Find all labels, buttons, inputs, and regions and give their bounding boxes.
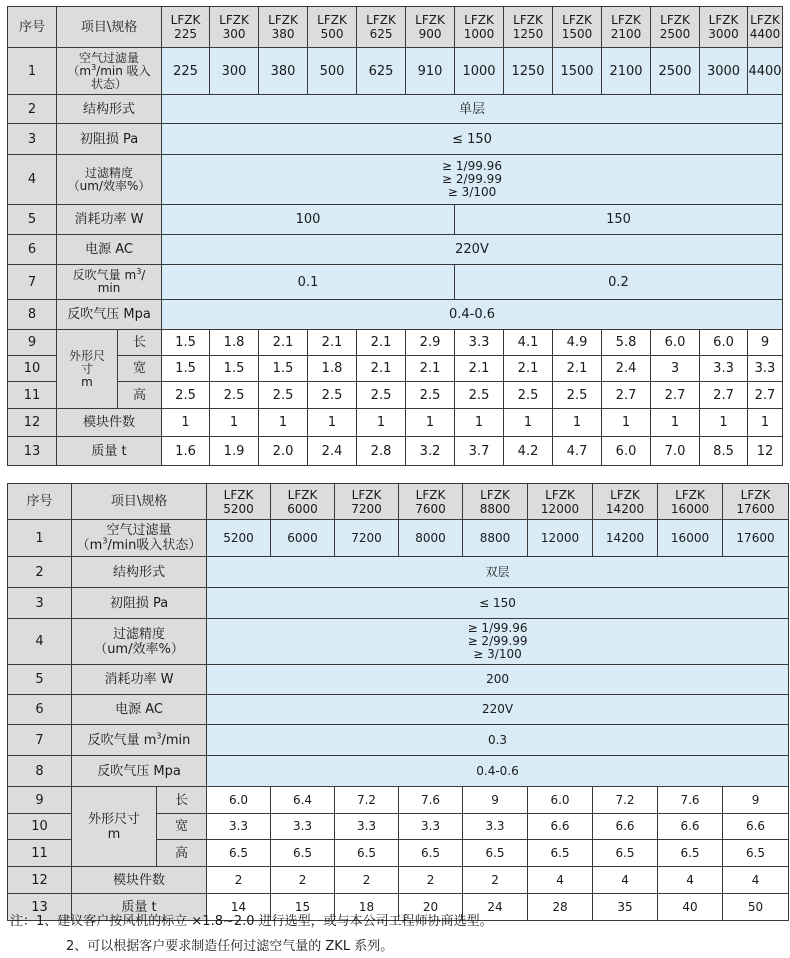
value-cell: 1250 (504, 48, 553, 95)
row-initial-resistance (8, 124, 783, 155)
row-blowback-volume (8, 725, 789, 756)
value-cell: 3.7 (455, 437, 504, 466)
value-cell: 1 (700, 409, 748, 437)
value-cell: 2.1 (455, 356, 504, 382)
model-header: LFZK 1500 (553, 7, 602, 48)
value-cell: 12 (748, 437, 783, 466)
model-header: LFZK 225 (162, 7, 210, 48)
value-cell: 3.3 (463, 814, 528, 840)
spec-table-single-layer (7, 6, 783, 466)
value-cell: 1000 (455, 48, 504, 95)
note-1: 注：1、建议客户按风机的标立 ×1.8~2.0 进行选型，或与本公司工程师协商选型。 (10, 914, 493, 929)
value-cell: 6.5 (207, 840, 271, 867)
model-header: LFZK 14200 (593, 484, 658, 520)
value-cell: 7.2 (593, 787, 658, 814)
value-cell: 4.7 (553, 437, 602, 466)
value-cell: 6.4 (271, 787, 335, 814)
value-cell: 6.0 (651, 330, 700, 356)
value-cell: 0.3 (207, 725, 789, 756)
value-cell: ≤ 150 (162, 124, 783, 155)
value-cell: 单层 (162, 95, 783, 124)
row-blowback-pressure (8, 300, 783, 330)
value-cell: 6.5 (723, 840, 789, 867)
value-cell: 0.2 (455, 265, 783, 300)
value-cell: 2.5 (553, 382, 602, 409)
value-cell: 2 (207, 867, 271, 894)
value-cell: 200 (207, 665, 789, 695)
value-cell: 2.4 (602, 356, 651, 382)
value-cell: ≥ 1/99.96 ≥ 2/99.99 ≥ 3/100 (162, 155, 783, 205)
row-label: 初阻损 Pa (72, 588, 207, 619)
row-number: 6 (8, 235, 57, 265)
value-cell: 9 (748, 330, 783, 356)
model-header: LFZK 16000 (658, 484, 723, 520)
value-cell: 24 (463, 894, 528, 921)
value-cell: 3.2 (406, 437, 455, 466)
value-cell: 1 (553, 409, 602, 437)
value-cell: 1 (357, 409, 406, 437)
seq-header: 序号 (8, 7, 57, 48)
value-cell: 2.4 (308, 437, 357, 466)
value-cell: 100 (162, 205, 455, 235)
row-label: 空气过滤量 （$m^3/\min$吸入状态） (72, 520, 207, 557)
value-cell: 910 (406, 48, 455, 95)
model-header: LFZK 5200 (207, 484, 271, 520)
value-cell: 6.0 (700, 330, 748, 356)
value-cell: 12000 (528, 520, 593, 557)
row-filter-precision (8, 155, 783, 205)
row-structure (8, 95, 783, 124)
dimensions-label: 外形尺 寸 m (57, 330, 118, 409)
value-cell: 7.2 (335, 787, 399, 814)
value-cell: 6.5 (463, 840, 528, 867)
value-cell: 2.7 (602, 382, 651, 409)
value-cell: 35 (593, 894, 658, 921)
row-number: 2 (8, 95, 57, 124)
value-cell: 500 (308, 48, 357, 95)
value-cell: 5.8 (602, 330, 651, 356)
model-header: LFZK 7600 (399, 484, 463, 520)
row-number: 9 (8, 330, 57, 356)
value-cell: 0.1 (162, 265, 455, 300)
row-label: 消耗功率 W (57, 205, 162, 235)
value-cell: 6.0 (528, 787, 593, 814)
model-header: LFZK 900 (406, 7, 455, 48)
value-cell: 6.5 (658, 840, 723, 867)
model-header: LFZK 500 (308, 7, 357, 48)
value-cell: 2.5 (210, 382, 259, 409)
value-cell: 6.6 (723, 814, 789, 840)
row-power (8, 665, 789, 695)
row-number: 4 (8, 155, 57, 205)
value-cell: 1 (602, 409, 651, 437)
value-cell: 2.5 (259, 382, 308, 409)
value-cell: 2.9 (406, 330, 455, 356)
row-number: 5 (8, 205, 57, 235)
value-cell: 2.1 (504, 356, 553, 382)
row-label: 质量 t (57, 437, 162, 466)
value-cell: 1.9 (210, 437, 259, 466)
value-cell: 1 (504, 409, 553, 437)
row-blowback-volume (8, 265, 783, 300)
model-header: LFZK 17600 (723, 484, 789, 520)
value-cell: 2 (399, 867, 463, 894)
value-cell: 3000 (700, 48, 748, 95)
value-cell: 1 (748, 409, 783, 437)
row-label: 模块件数 (57, 409, 162, 437)
value-cell: 28 (528, 894, 593, 921)
row-height (8, 382, 783, 409)
value-cell: 1 (308, 409, 357, 437)
row-number: 8 (8, 756, 72, 787)
row-filter-precision (8, 619, 789, 665)
value-cell: 3.3 (399, 814, 463, 840)
value-cell: 1.5 (259, 356, 308, 382)
value-cell: 8800 (463, 520, 528, 557)
model-header: LFZK 3000 (700, 7, 748, 48)
value-cell: 0.4-0.6 (207, 756, 789, 787)
value-cell: 1 (162, 409, 210, 437)
value-cell: 15 (271, 894, 335, 921)
row-number: 1 (8, 48, 57, 95)
value-cell: 8.5 (700, 437, 748, 466)
model-header: LFZK 6000 (271, 484, 335, 520)
value-cell: 2.5 (455, 382, 504, 409)
value-cell: 18 (335, 894, 399, 921)
row-label: 模块件数 (72, 867, 207, 894)
row-weight (8, 437, 783, 466)
value-cell: 2.1 (308, 330, 357, 356)
value-cell: 625 (357, 48, 406, 95)
value-cell: 300 (210, 48, 259, 95)
value-cell: 7.6 (658, 787, 723, 814)
value-cell: 2.5 (357, 382, 406, 409)
row-number: 4 (8, 619, 72, 665)
value-cell: 1 (210, 409, 259, 437)
value-cell: 2 (271, 867, 335, 894)
value-cell: 17600 (723, 520, 789, 557)
row-length (8, 330, 783, 356)
value-cell: 6.6 (658, 814, 723, 840)
row-module-count (8, 409, 783, 437)
row-number: 5 (8, 665, 72, 695)
value-cell: 14200 (593, 520, 658, 557)
value-cell: 7.6 (399, 787, 463, 814)
value-cell: 2500 (651, 48, 700, 95)
row-length (8, 787, 789, 814)
model-header: LFZK 2500 (651, 7, 700, 48)
note-2: 2、可以根据客户要求制造任何过滤空气量的 ZKL 系列。 (66, 939, 394, 954)
value-cell: 2.1 (357, 356, 406, 382)
value-cell: 7.0 (651, 437, 700, 466)
row-label: 电源 AC (57, 235, 162, 265)
item-header: 项目\规格 (72, 484, 207, 520)
row-blowback-pressure (8, 756, 789, 787)
sub-label: 高 (157, 840, 207, 867)
value-cell: 16000 (658, 520, 723, 557)
row-label: 结构形式 (72, 557, 207, 588)
row-air-flow (8, 48, 783, 95)
value-cell: 220V (162, 235, 783, 265)
value-cell: 2.5 (308, 382, 357, 409)
header-row (8, 484, 789, 520)
row-label: 电源 AC (72, 695, 207, 725)
value-cell: 2 (463, 867, 528, 894)
model-header: LFZK 7200 (335, 484, 399, 520)
row-label: 反吹气压 Mpa (72, 756, 207, 787)
sub-label: 长 (157, 787, 207, 814)
row-label: 反吹气量 $m^3/$ min (57, 265, 162, 300)
value-cell: 1 (406, 409, 455, 437)
value-cell: 4 (528, 867, 593, 894)
header-row (8, 7, 783, 48)
row-initial-resistance (8, 588, 789, 619)
value-cell: 1.6 (162, 437, 210, 466)
row-label: 初阻损 Pa (57, 124, 162, 155)
model-header: LFZK 4400 (748, 7, 783, 48)
value-cell: 1 (259, 409, 308, 437)
row-label: 空气过滤量 （$m^3/\min$ 吸入 状态） (57, 48, 162, 95)
value-cell: 4 (658, 867, 723, 894)
value-cell: 9 (463, 787, 528, 814)
value-cell: 3.3 (748, 356, 783, 382)
value-cell: 40 (658, 894, 723, 921)
row-number: 3 (8, 124, 57, 155)
value-cell: 6.6 (528, 814, 593, 840)
value-cell: 3.3 (700, 356, 748, 382)
model-header: LFZK 1000 (455, 7, 504, 48)
value-cell: 1500 (553, 48, 602, 95)
value-cell: 5200 (207, 520, 271, 557)
model-header: LFZK 1250 (504, 7, 553, 48)
row-number: 10 (8, 356, 57, 382)
value-cell: 1.5 (162, 330, 210, 356)
row-label: 过滤精度 （um/效率%） (72, 619, 207, 665)
value-cell: 6.5 (335, 840, 399, 867)
value-cell: 6.6 (593, 814, 658, 840)
value-cell: 8000 (399, 520, 463, 557)
model-header: LFZK 380 (259, 7, 308, 48)
value-cell: 220V (207, 695, 789, 725)
value-cell: 1 (651, 409, 700, 437)
value-cell: 2.1 (406, 356, 455, 382)
value-cell: 6.5 (528, 840, 593, 867)
row-structure (8, 557, 789, 588)
row-width (8, 356, 783, 382)
row-number: 13 (8, 437, 57, 466)
value-cell: 4.9 (553, 330, 602, 356)
value-cell: 150 (455, 205, 783, 235)
model-header: LFZK 8800 (463, 484, 528, 520)
value-cell: 双层 (207, 557, 789, 588)
seq-header: 序号 (8, 484, 72, 520)
model-header: LFZK 2100 (602, 7, 651, 48)
value-cell: 6000 (271, 520, 335, 557)
value-cell: 3.3 (335, 814, 399, 840)
row-number: 13 (8, 894, 72, 921)
sub-label: 长 (118, 330, 162, 356)
sub-label: 高 (118, 382, 162, 409)
row-number: 10 (8, 814, 72, 840)
row-label: 反吹气压 Mpa (57, 300, 162, 330)
row-number: 9 (8, 787, 72, 814)
value-cell: 1 (455, 409, 504, 437)
value-cell: 380 (259, 48, 308, 95)
value-cell: 6.5 (593, 840, 658, 867)
row-number: 1 (8, 520, 72, 557)
value-cell: 4.2 (504, 437, 553, 466)
row-number: 2 (8, 557, 72, 588)
value-cell: 2.5 (162, 382, 210, 409)
value-cell: 50 (723, 894, 789, 921)
row-module-count (8, 867, 789, 894)
value-cell: 4 (723, 867, 789, 894)
row-power-supply (8, 695, 789, 725)
row-label: 过滤精度 （um/效率%） (57, 155, 162, 205)
row-power-supply (8, 235, 783, 265)
value-cell: 6.5 (271, 840, 335, 867)
value-cell: 2.0 (259, 437, 308, 466)
value-cell: 2.1 (259, 330, 308, 356)
sub-label: 宽 (157, 814, 207, 840)
value-cell: 225 (162, 48, 210, 95)
row-number: 3 (8, 588, 72, 619)
row-label: 反吹气量 $m^3/\min$ (72, 725, 207, 756)
value-cell: 4400 (748, 48, 783, 95)
dimensions-label: 外形尺寸 m (72, 787, 157, 867)
value-cell: 2.7 (700, 382, 748, 409)
row-number: 7 (8, 265, 57, 300)
spec-table-double-layer (7, 483, 789, 921)
value-cell: 2.7 (651, 382, 700, 409)
value-cell: 4 (593, 867, 658, 894)
row-air-flow (8, 520, 789, 557)
value-cell: 3.3 (271, 814, 335, 840)
row-power (8, 205, 783, 235)
model-header: LFZK 625 (357, 7, 406, 48)
model-header: LFZK 12000 (528, 484, 593, 520)
value-cell: 3 (651, 356, 700, 382)
row-number: 11 (8, 840, 72, 867)
value-cell: 9 (723, 787, 789, 814)
value-cell: 3.3 (207, 814, 271, 840)
value-cell: 1.8 (308, 356, 357, 382)
value-cell: 1.8 (210, 330, 259, 356)
value-cell: 1.5 (162, 356, 210, 382)
value-cell: 2.8 (357, 437, 406, 466)
value-cell: 2.1 (553, 356, 602, 382)
sub-label: 宽 (118, 356, 162, 382)
value-cell: 1.5 (210, 356, 259, 382)
value-cell: 2.1 (357, 330, 406, 356)
row-label: 结构形式 (57, 95, 162, 124)
value-cell: 2.5 (406, 382, 455, 409)
value-cell: 2 (335, 867, 399, 894)
value-cell: 7200 (335, 520, 399, 557)
value-cell: 6.0 (207, 787, 271, 814)
row-label: 质量 t (72, 894, 207, 921)
value-cell: 4.1 (504, 330, 553, 356)
item-header: 项目\规格 (57, 7, 162, 48)
value-cell: 6.0 (602, 437, 651, 466)
value-cell: 20 (399, 894, 463, 921)
row-number: 6 (8, 695, 72, 725)
row-number: 7 (8, 725, 72, 756)
value-cell: 2.5 (504, 382, 553, 409)
row-number: 12 (8, 867, 72, 894)
row-label: 消耗功率 W (72, 665, 207, 695)
value-cell: 0.4-0.6 (162, 300, 783, 330)
row-number: 12 (8, 409, 57, 437)
model-header: LFZK 300 (210, 7, 259, 48)
value-cell: ≥ 1/99.96 ≥ 2/99.99 ≥ 3/100 (207, 619, 789, 665)
row-number: 11 (8, 382, 57, 409)
row-number: 8 (8, 300, 57, 330)
value-cell: ≤ 150 (207, 588, 789, 619)
value-cell: 3.3 (455, 330, 504, 356)
value-cell: 2.7 (748, 382, 783, 409)
value-cell: 14 (207, 894, 271, 921)
value-cell: 6.5 (399, 840, 463, 867)
value-cell: 2100 (602, 48, 651, 95)
